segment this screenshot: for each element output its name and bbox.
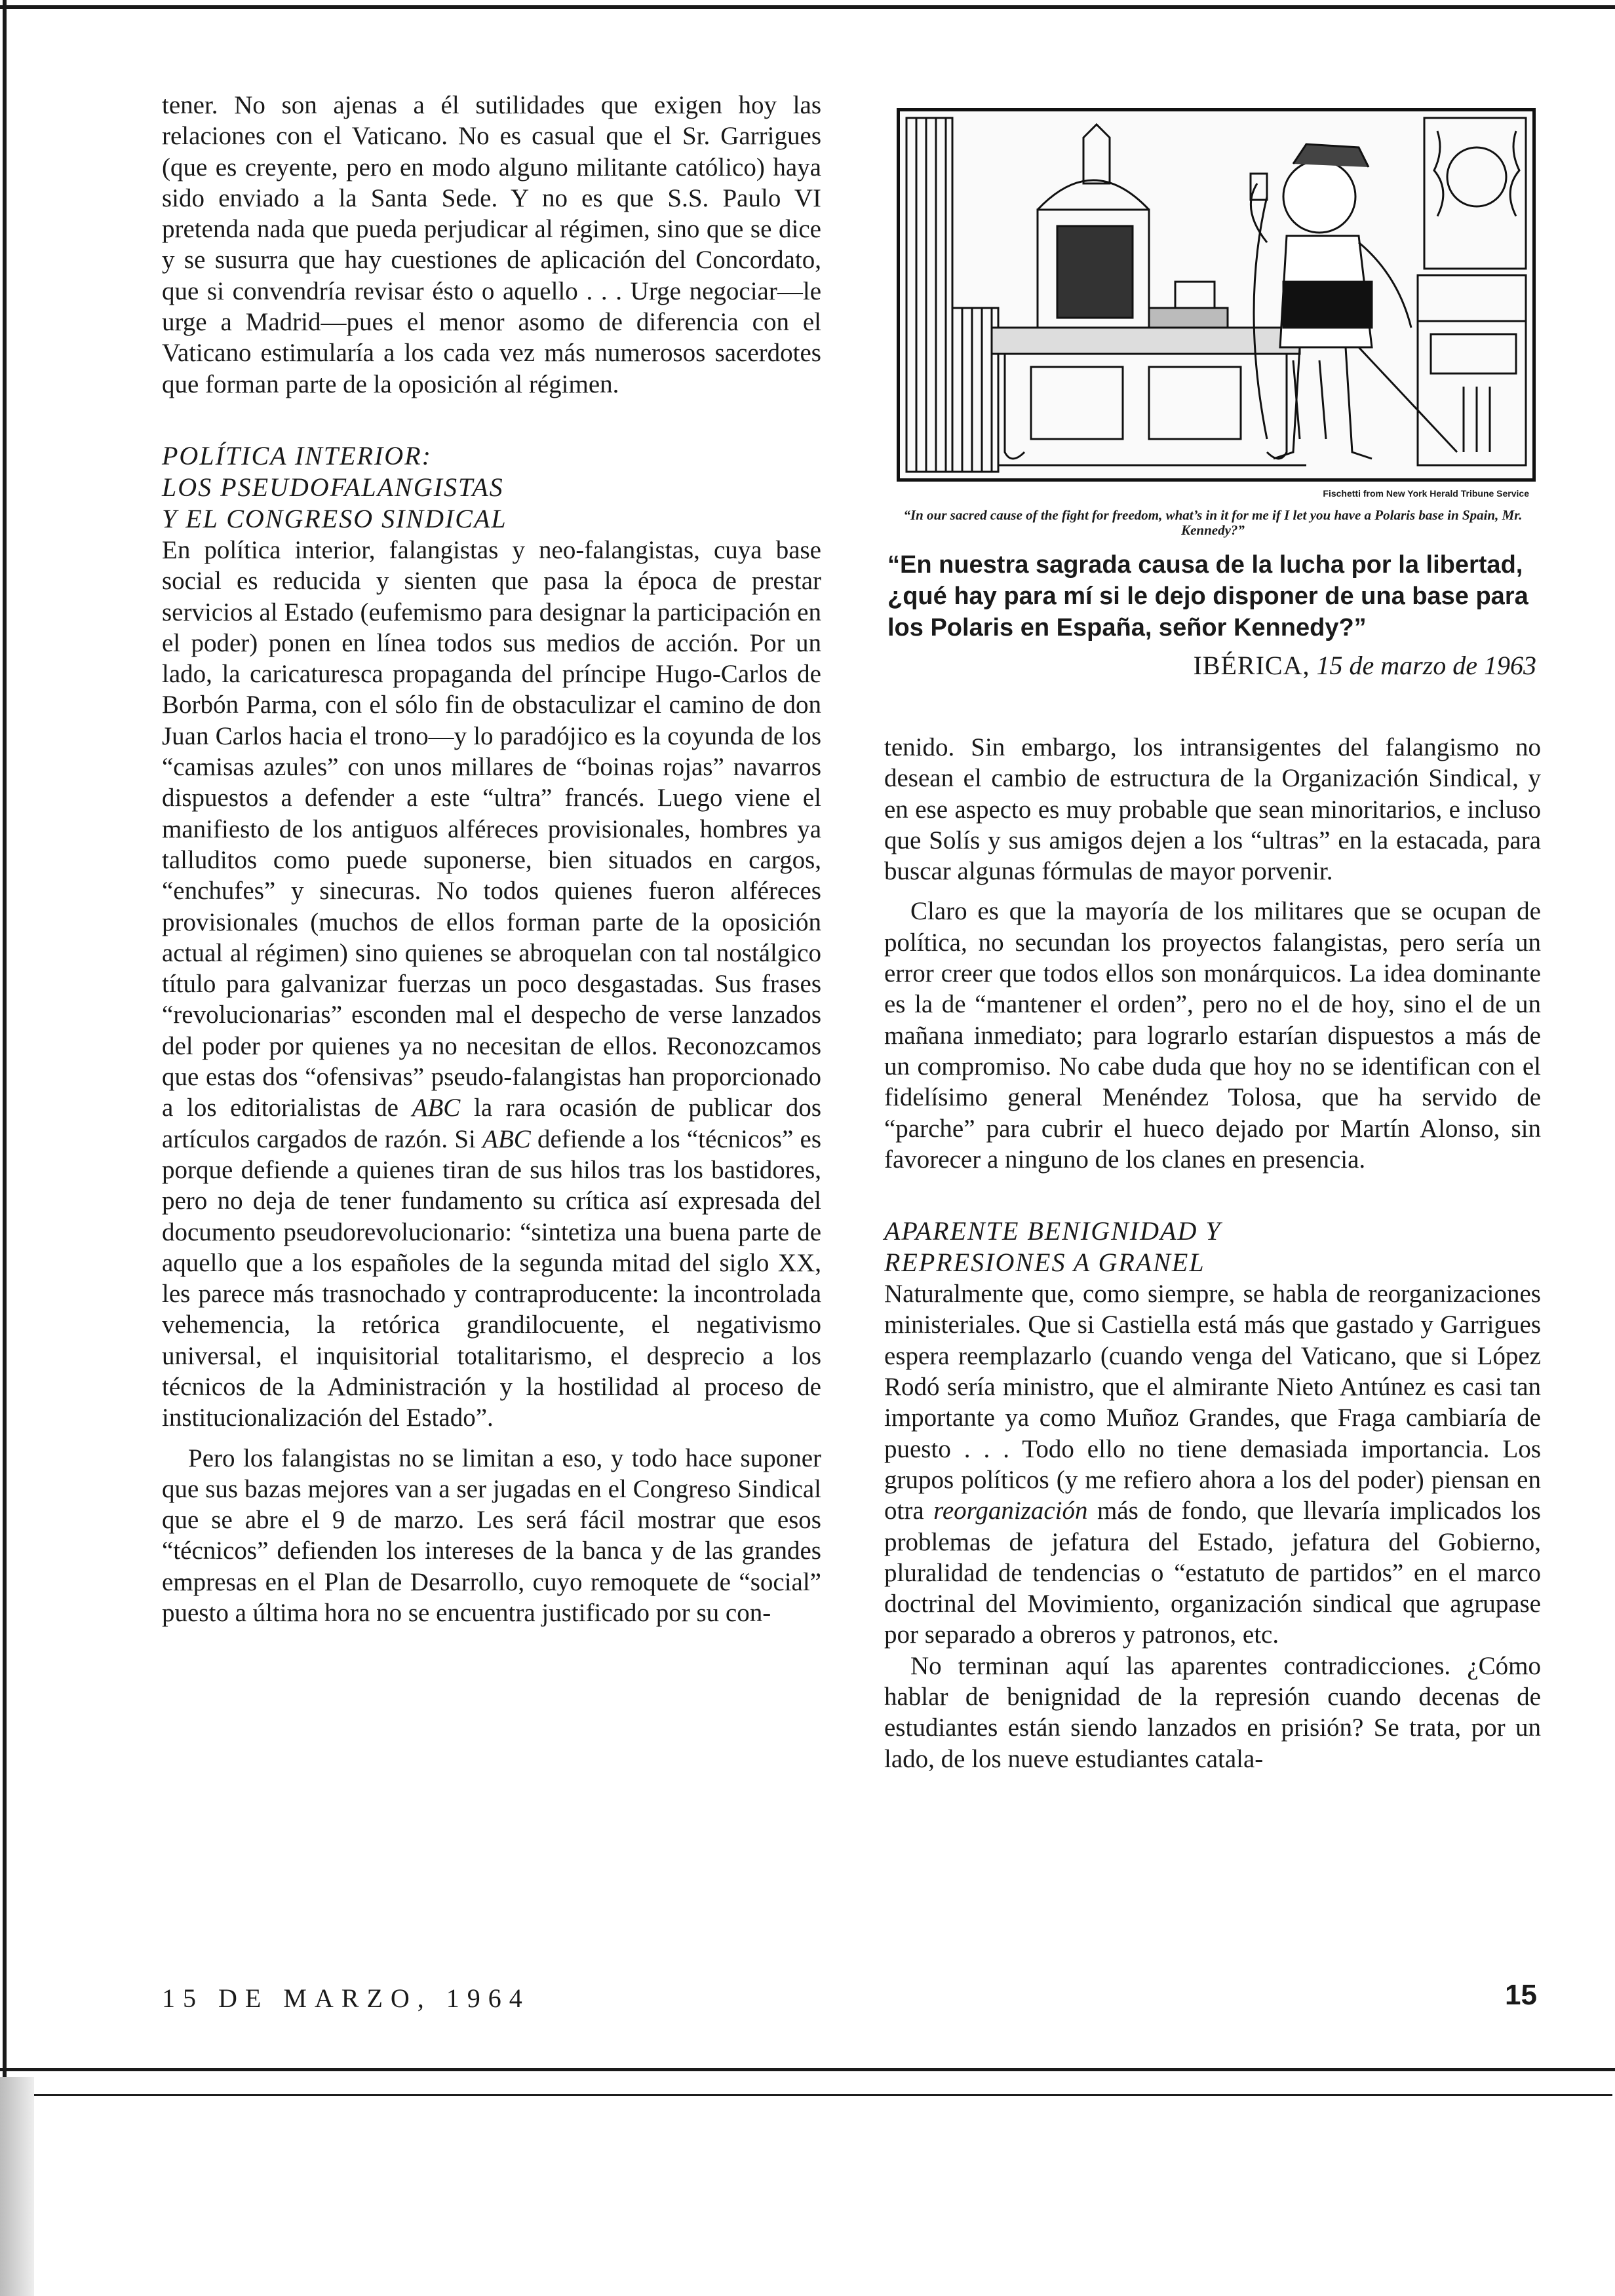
text-run: Naturalmente que, como siempre, se habla de reorganizaciones ministeriales. Que si Castiella está más que gastado y Garrigues espera reemplazarlo (cuando venga del Vaticano, que si López Rodó sería ministro, que el almirante Nieto Antúnez es casi tan importante ya como Muñoz Grandes, que Fraga cambiaría de puesto . . . Todo ello no tiene demasiada importancia. Los grupos políticos (y me refiero ahora a los del poder) piensan en otra [884,1280,1541,1525]
right-column [884,732,1541,1774]
right-paragraph-4: No terminan aquí las aparentes contradicciones. ¿Cómo hablar de benignidad de la represión cuando decenas de estudiantes están siendo lanzados en prisión? Se trata, por un lado, de los nueve estudiantes catala- [884,1651,1541,1773]
top-border [0,5,1615,9]
cartoon-illustration [897,108,1536,482]
text-run: la rara ocasión de publicar dos artículos cargados de razón. Si [162,1094,822,1153]
attribution-date: 15 de marzo de 1963 [1310,651,1536,680]
bottom-border-secondary [26,2094,1612,2096]
left-paragraph-2 [162,535,821,1434]
scan-edge-shadow [0,2077,34,2296]
section-heading-aparente-benignidad [884,1215,1541,1278]
heading-line: LOS PSEUDOFALANGISTAS [162,472,504,502]
footer-date: 15 DE MARZO, 1964 [162,1983,530,2013]
heading-line: REPRESIONES A GRANEL [884,1248,1205,1278]
cartoon-caption-english: “In our sacred cause of the fight for freedom, what’s in it for me if I let you have a Polaris base in Spain, Mr. Kennedy?” [903,507,1523,538]
cartoon-attribution [887,650,1536,681]
left-paragraph-3: Pero los falangistas no se limitan a eso, y todo hace suponer que sus bazas mejores van a ser jugadas en el Congreso Sindical que se abre el 9 de marzo. Les será fácil mostrar que esos “técnicos” defienden los intereses de la banca y de las grandes empresas en el Plan de Desarrollo, cuyo remoquete de “social” puesto a última hora no se encuentra justificado por su con- [162,1444,821,1628]
left-border [3,0,7,2296]
bottom-border [0,2068,1615,2071]
text-run: más de fondo, que llevaría implicados los problemas de jefatura del Estado, jefatura del Gobierno, pluralidad de tendencias o “estatuto de partidos” en el marco doctrinal del Movimiento, organización sindical que agrupase por separado a obreros y patronos, etc. [884,1497,1541,1649]
magazine-name: IBÉRICA, [1193,651,1310,680]
abc-title: ABC [412,1094,461,1122]
emphasis-text: reorganización [933,1497,1088,1525]
right-paragraph-3 [884,1278,1541,1651]
text-run: defiende a los “técnicos” es porque defiende a quienes tiran de sus hilos tras los bastidores, pero no deja de tener fundamento su crítica así expresada del documento pseudorevolucionario: “sintetiza una buena parte de aquello que a los españoles de la segunda mitad del siglo XX, les parece más trasnochado y contraproducente: la incontrolada vehemencia, la retórica grandilocuente, el negativismo universal, el inquisitorial totalitarismo, el desprecio a los técnicos de la Administración y la hostilidad al proceso de institucionalización del Estado”. [162,1124,822,1432]
heading-line: APARENTE BENIGNIDAD Y [884,1216,1222,1246]
text-run: En política interior, falangistas y neo-falangistas, cuya base social es reducida y sienten que pasa la época de prestar servicios al Estado (eufemismo para designar la participación en el poder) ponen en línea todos sus medios de acción. Por un lado, la caricaturesca propaganda del príncipe Hugo-Carlos de Borbón Parma, con el sólo fin de obstaculizar el camino de don Juan Carlos hacia el trono—y lo paradójico es la coyunda de los “camisas azules” con unos millares de “boinas rojas” navarros dispuestos a defender a este “ultra” francés. Luego viene el manifiesto de los antiguos alféreces provisionales, hombres ya talluditos como puede suponerse, bien situados en cargos, “enchufes” y sinecuras. No todos quienes fueron alféreces provisionales (muchos de ellos forman parte de la oposición actual al régimen) sino quienes se abroquelan con tal nostálgico título para galvanizar fuerzas un poco desgastadas. Sus frases “revolucionarias” esconden mal el despecho de verse lanzados del poder por quienes ya no necesitan de ellos. Reconozcamos que estas dos “ofensivas” pseudo-falangistas han proporcionado a los editorialistas de [162,535,821,1122]
cartoon-caption-spanish: “En nuestra sagrada causa de la lucha por la libertad, ¿qué hay para mí si le dejo disponer de una base para los Polaris en España, señor Kennedy?” [887,551,1528,641]
heading-line: POLÍTICA INTERIOR: [162,440,432,470]
right-paragraph-1: tenido. Sin embargo, los intransigentes del falangismo no desean el cambio de estructura de la Organización Sindical, y en ese aspecto es muy probable que sean minoritarios, e incluso que Solís y sus amigos dejen a los “ultras” en la estacada, para buscar algunas fórmulas de mayor porvenir. [884,733,1541,886]
left-column [162,90,821,1628]
page-number: 15 [1505,1979,1537,2011]
right-paragraph-2: Claro es que la mayoría de los militares que se ocupan de política, no secundan los proyectos falangistas, pero sería un error creer que todos ellos son monárquicos. La idea dominante es la de “mantener el orden”, pero no el de hoy, sino el de un mañana inmediato; para lograrlo estarían dispuestos a más de un compromiso. No cabe duda que hoy no se identifican con el fidelísimo general Menéndez Tolosa, que ha servido de “parche” para cubrir el hueco dejado por Martín Alonso, sin favorecer a ninguno de los clanes en presencia. [884,897,1541,1174]
left-paragraph-1: tener. No son ajenas a él sutilidades que exigen hoy las relaciones con el Vaticano. No es casual que el Sr. Garrigues (que es creyente, pero en modo alguno militante católico) haya sido enviado a la Santa Sede. Y no es que S.S. Paulo VI pretenda nada que pueda perjudicar al régimen, sino que se dice y se susurra que hay cuestiones de aplicación del Concordato, que si convendría revisar ésto o aquello . . . Urge negociar—le urge a Madrid—pues el menor asomo de diferencia con el Vaticano estimularía a los cada vez más numerosos sacerdotes que forman parte de la oposición al régimen. [162,91,821,398]
section-heading-politica-interior [162,440,821,535]
abc-title: ABC [482,1124,531,1153]
cartoon-credit: Fischetti from New York Herald Tribune Service [1323,488,1529,499]
heading-line: Y EL CONGRESO SINDICAL [162,503,507,533]
